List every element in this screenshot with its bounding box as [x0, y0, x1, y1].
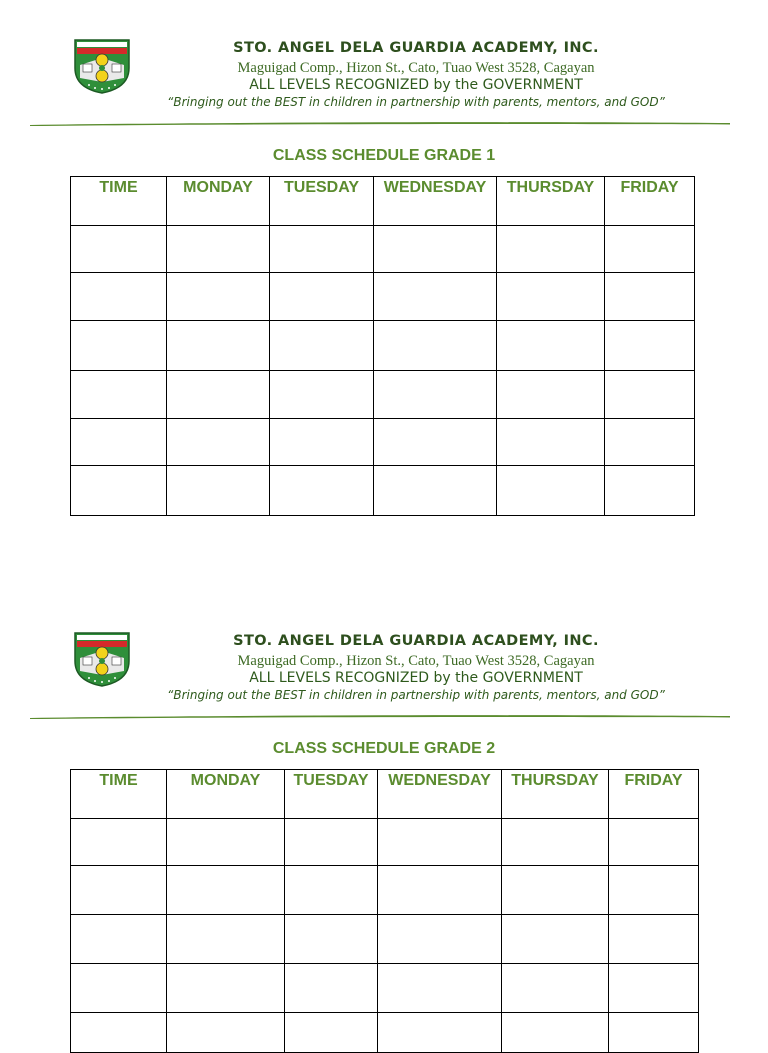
table-cell — [378, 1013, 502, 1053]
school-logo-icon — [73, 631, 131, 687]
table-row — [71, 915, 699, 964]
table-cell — [374, 321, 497, 371]
recognition-line: ALL LEVELS RECOGNIZED by the GOVERNMENT — [249, 77, 583, 93]
table-cell — [167, 866, 285, 915]
table-cell — [609, 866, 699, 915]
column-header-time: TIME — [71, 770, 167, 819]
table-cell — [167, 226, 270, 273]
table-cell — [270, 466, 374, 516]
table-cell — [497, 321, 605, 371]
table-cell — [609, 964, 699, 1013]
schedule-title: CLASS SCHEDULE GRADE 1 — [272, 147, 496, 164]
table-cell — [285, 819, 378, 866]
table-cell — [374, 419, 497, 466]
header-row — [71, 770, 699, 819]
column-header-thursday: THURSDAY — [497, 177, 605, 226]
table-cell — [378, 915, 502, 964]
table-cell — [374, 273, 497, 321]
table-cell — [167, 964, 285, 1013]
table-cell — [502, 915, 609, 964]
table-cell — [71, 371, 167, 419]
column-header-monday: MONDAY — [167, 177, 270, 226]
table-cell — [167, 1013, 285, 1053]
table-cell — [71, 1013, 167, 1053]
table-row — [71, 419, 695, 466]
school-motto: “Bringing out the BEST in children in partnership with parents, mentors, and GOD” — [167, 688, 665, 702]
table-cell — [71, 321, 167, 371]
column-header-tuesday: TUESDAY — [285, 770, 378, 819]
table-row — [71, 866, 699, 915]
column-header-monday: MONDAY — [167, 770, 285, 819]
table-row — [71, 226, 695, 273]
table-cell — [374, 371, 497, 419]
table-row — [71, 321, 695, 371]
letterhead-2 — [0, 631, 768, 723]
table-cell — [167, 371, 270, 419]
table-cell — [605, 419, 695, 466]
table-cell — [609, 915, 699, 964]
table-cell — [605, 466, 695, 516]
table-cell — [502, 819, 609, 866]
table-cell — [502, 1013, 609, 1053]
school-name: STO. ANGEL DELA GUARDIA ACADEMY, INC. — [233, 633, 599, 649]
table-cell — [605, 321, 695, 371]
table-cell — [285, 964, 378, 1013]
table-cell — [378, 866, 502, 915]
table-cell — [374, 466, 497, 516]
table-row — [71, 819, 699, 866]
schedule-table — [70, 176, 695, 516]
header-row — [71, 177, 695, 226]
letterhead-1 — [0, 38, 768, 130]
table-cell — [270, 273, 374, 321]
table-row — [71, 1013, 699, 1053]
table-cell — [71, 915, 167, 964]
table-cell — [605, 226, 695, 273]
table-cell — [378, 819, 502, 866]
table-cell — [71, 866, 167, 915]
header-rule — [30, 713, 730, 719]
table-cell — [285, 1013, 378, 1053]
school-address: Maguigad Comp., Hizon St., Cato, Tuao West 3528, Cagayan — [237, 653, 595, 669]
table-row — [71, 466, 695, 516]
table-cell — [167, 321, 270, 371]
table-cell — [497, 371, 605, 419]
column-header-thursday: THURSDAY — [502, 770, 609, 819]
table-cell — [71, 466, 167, 516]
table-cell — [71, 419, 167, 466]
table-cell — [71, 819, 167, 866]
table-cell — [270, 419, 374, 466]
table-cell — [502, 866, 609, 915]
table-cell — [497, 273, 605, 321]
table-row — [71, 964, 699, 1013]
table-cell — [497, 466, 605, 516]
table-cell — [285, 915, 378, 964]
table-cell — [71, 964, 167, 1013]
column-header-tuesday: TUESDAY — [270, 177, 374, 226]
table-cell — [167, 273, 270, 321]
table-row — [71, 371, 695, 419]
table-cell — [605, 371, 695, 419]
recognition-line: ALL LEVELS RECOGNIZED by the GOVERNMENT — [249, 670, 583, 686]
table-cell — [270, 371, 374, 419]
table-cell — [609, 1013, 699, 1053]
column-header-wednesday: WEDNESDAY — [374, 177, 497, 226]
table-cell — [167, 419, 270, 466]
table-cell — [270, 321, 374, 371]
table-cell — [502, 964, 609, 1013]
table-cell — [378, 964, 502, 1013]
column-header-wednesday: WEDNESDAY — [378, 770, 502, 819]
table-cell — [285, 866, 378, 915]
school-logo-icon — [73, 38, 131, 94]
table-cell — [609, 819, 699, 866]
table-cell — [270, 226, 374, 273]
table-cell — [605, 273, 695, 321]
table-cell — [497, 226, 605, 273]
school-address: Maguigad Comp., Hizon St., Cato, Tuao West 3528, Cagayan — [237, 60, 595, 76]
school-name: STO. ANGEL DELA GUARDIA ACADEMY, INC. — [233, 40, 599, 56]
table-row — [71, 273, 695, 321]
table-cell — [71, 226, 167, 273]
column-header-time: TIME — [71, 177, 167, 226]
column-header-friday: FRIDAY — [609, 770, 699, 819]
table-cell — [167, 819, 285, 866]
table-cell — [497, 419, 605, 466]
school-motto: “Bringing out the BEST in children in partnership with parents, mentors, and GOD” — [167, 95, 665, 109]
header-rule — [30, 120, 730, 126]
schedule-title: CLASS SCHEDULE GRADE 2 — [272, 740, 496, 757]
schedule-table — [70, 769, 699, 1053]
column-header-friday: FRIDAY — [605, 177, 695, 226]
table-cell — [167, 466, 270, 516]
table-cell — [167, 915, 285, 964]
table-cell — [71, 273, 167, 321]
table-cell — [374, 226, 497, 273]
